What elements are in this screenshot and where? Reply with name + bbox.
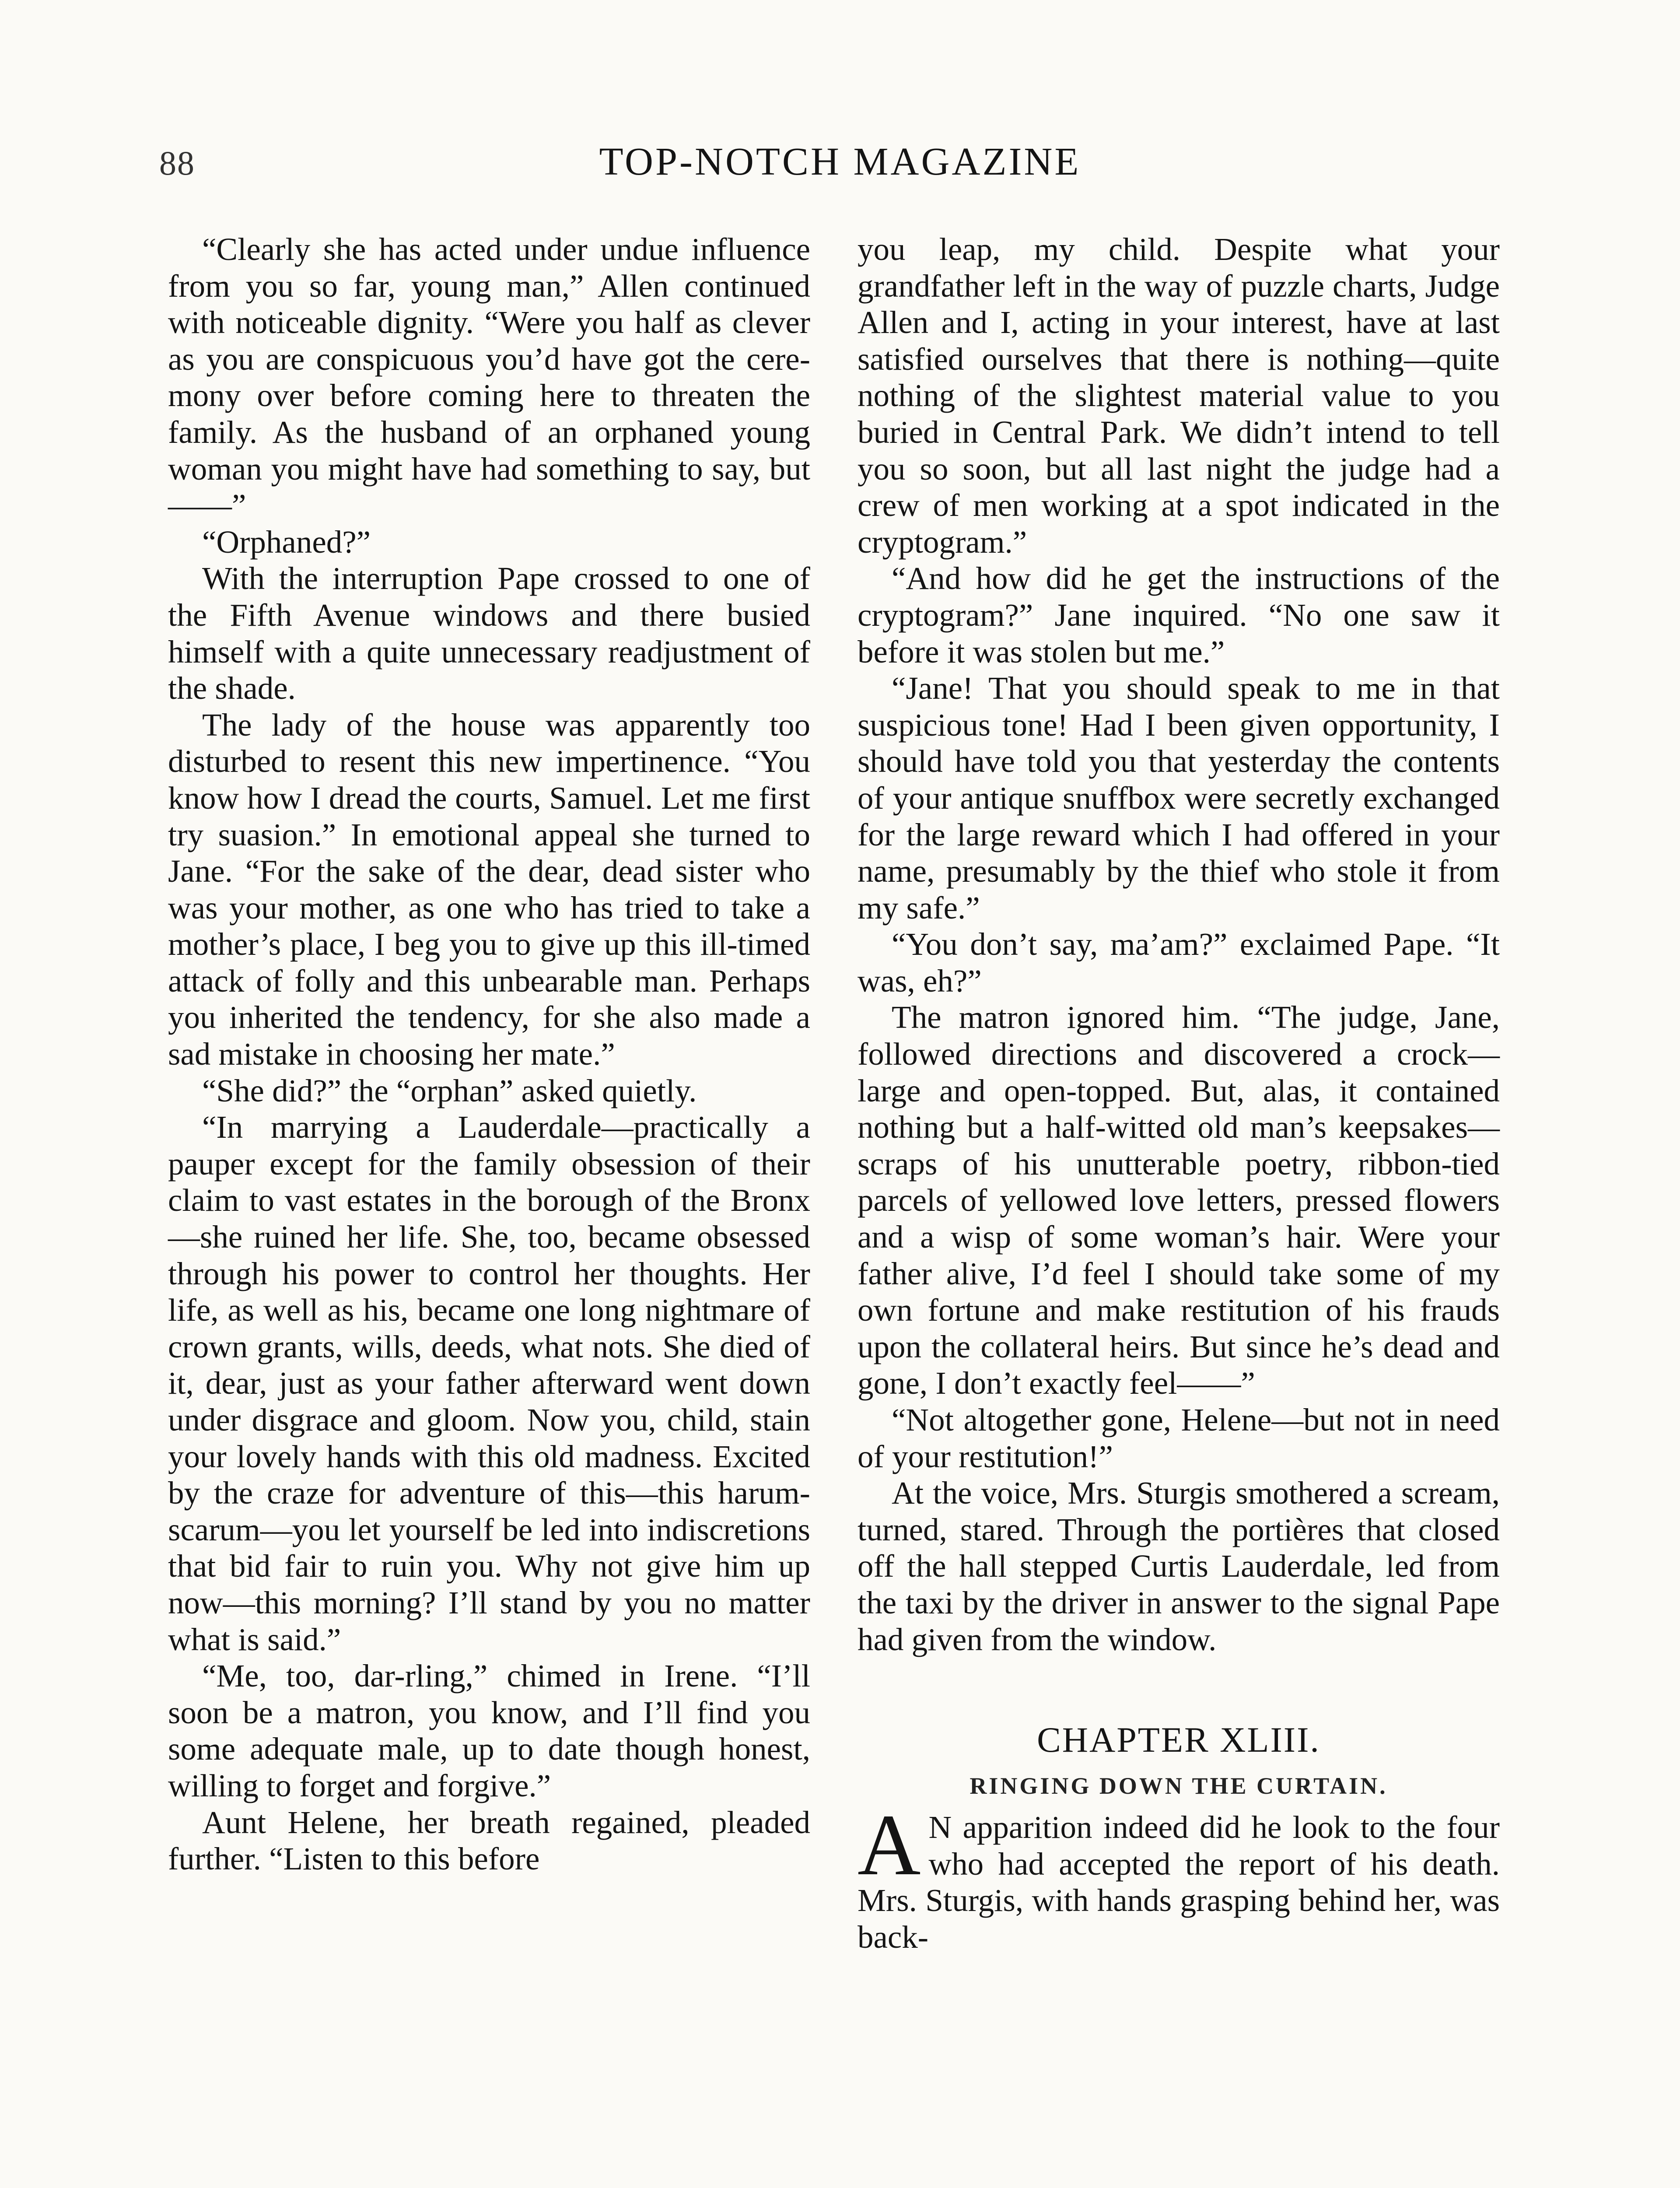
paragraph: “And how did he get the instructions of the cryptogram?” Jane inquired. “No one saw it before it was stolen but me.” xyxy=(858,561,1500,670)
paragraph: With the interruption Pape crossed to one of the Fifth Avenue windows and there busied himself with a quite unnecessary readjustment of the shade. xyxy=(168,561,810,706)
chapter-opening-text: N apparition indeed did he look to the four who had accepted the report of his death. Mrs. Sturgis, with hands grasping behind her, was back- xyxy=(858,1809,1500,1955)
drop-cap: A xyxy=(858,1797,921,1894)
paragraph: “Clearly she has acted under undue influence from you so far, young man,” Allen continued with noticeable dignity. “Were you half as clever as you are conspicuous you’d have got the ceremony over before coming here to threaten the family. As the husband of an orphaned young woman you might have had something to say, but——” xyxy=(168,231,810,523)
paragraph: “Not altogether gone, Helene—but not in need of your restitution!” xyxy=(858,1402,1500,1474)
right-column xyxy=(858,231,1500,1956)
paragraph: “In marrying a Lauderdale—practically a pauper except for the family obsession of their claim to vast estates in the borough of the Bronx—she ruined her life. She, too, became obsessed through his power to control her thoughts. Her life, as well as his, became one long nightmare of crown grants, wills, deeds, what nots. She died of it, dear, just as your father afterward went down under disgrace and gloom. Now you, child, stain your lovely hands with this old madness. Excited by the craze for adventure of this—this harum-scarum—you let yourself be led into indiscretions that bid fair to ruin you. Why not give him up now—this morning? I’ll stand by you no matter what is said.” xyxy=(168,1109,810,1657)
page-number: 88 xyxy=(159,144,195,182)
running-head: TOP-NOTCH MAGAZINE xyxy=(599,140,1081,183)
paragraph: At the voice, Mrs. Sturgis smothered a scream, turned, stared. Through the portières that closed off the hall stepped Curtis Lauderdale, led from the taxi by the driver in answer to the signal Pape had given from the window. xyxy=(858,1475,1500,1657)
paragraph: “Orphaned?” xyxy=(202,524,371,560)
chapter-title: CHAPTER XLIII. xyxy=(1037,1720,1320,1760)
paragraph: Aunt Helene, her breath regained, pleaded further. “Listen to this before xyxy=(168,1804,810,1877)
paragraph: “You don’t say, ma’am?” exclaimed Pape. “It was, eh?” xyxy=(858,926,1500,999)
paragraph: The matron ignored him. “The judge, Jane, followed directions and discovered a crock—large and open-topped. But, alas, it contained nothing but a half-witted old man’s keepsakes—scraps of his unutterable poetry, ribbon-tied parcels of yellowed love letters, pressed flowers and a wisp of some woman’s hair. Were your father alive, I’d feel I should take some of my own fortune and make restitution of his frauds upon the collateral heirs. But since he’s dead and gone, I don’t exactly feel——” xyxy=(858,999,1500,1401)
paragraph: “She did?” the “orphan” asked quietly. xyxy=(202,1073,697,1108)
left-column xyxy=(168,231,810,1877)
paragraph: The lady of the house was apparently too disturbed to resent this new impertinence. “You know how I dread the courts, Samuel. Let me first try suasion.” In emotional appeal she turned to Jane. “For the sake of the dear, dead sister who was your mother, as one who has tried to take a mother’s place, I beg you to give up this ill-timed attack of folly and this unbearable man. Perhaps you inherited the tendency, for she also made a sad mistake in choosing her mate.” xyxy=(168,707,810,1072)
paragraph: you leap, my child. Despite what your grandfather left in the way of puzzle charts, Judge Allen and I, acting in your interest, have at last satisfied ourselves that there is nothing—quite nothing of the slightest material value to you buried in Central Park. We didn’t intend to tell you so soon, but all last night the judge had a crew of men working at a spot indicated in the cryptogram.” xyxy=(858,231,1500,560)
chapter-opening-paragraph xyxy=(858,1797,1500,1955)
chapter-subtitle: RINGING DOWN THE CURTAIN. xyxy=(970,1773,1388,1799)
paragraph: “Jane! That you should speak to me in that suspicious tone! Had I been given opportunity, I should have told you that yesterday the contents of your antique snuffbox were secretly exchanged for the large reward which I had offered in your name, presumably by the thief who stole it from my safe.” xyxy=(858,670,1500,926)
paragraph: “Me, too, dar-rling,” chimed in Irene. “I’ll soon be a matron, you know, and I’ll find you some adequate male, up to date though honest, willing to forget and forgive.” xyxy=(168,1658,810,1803)
